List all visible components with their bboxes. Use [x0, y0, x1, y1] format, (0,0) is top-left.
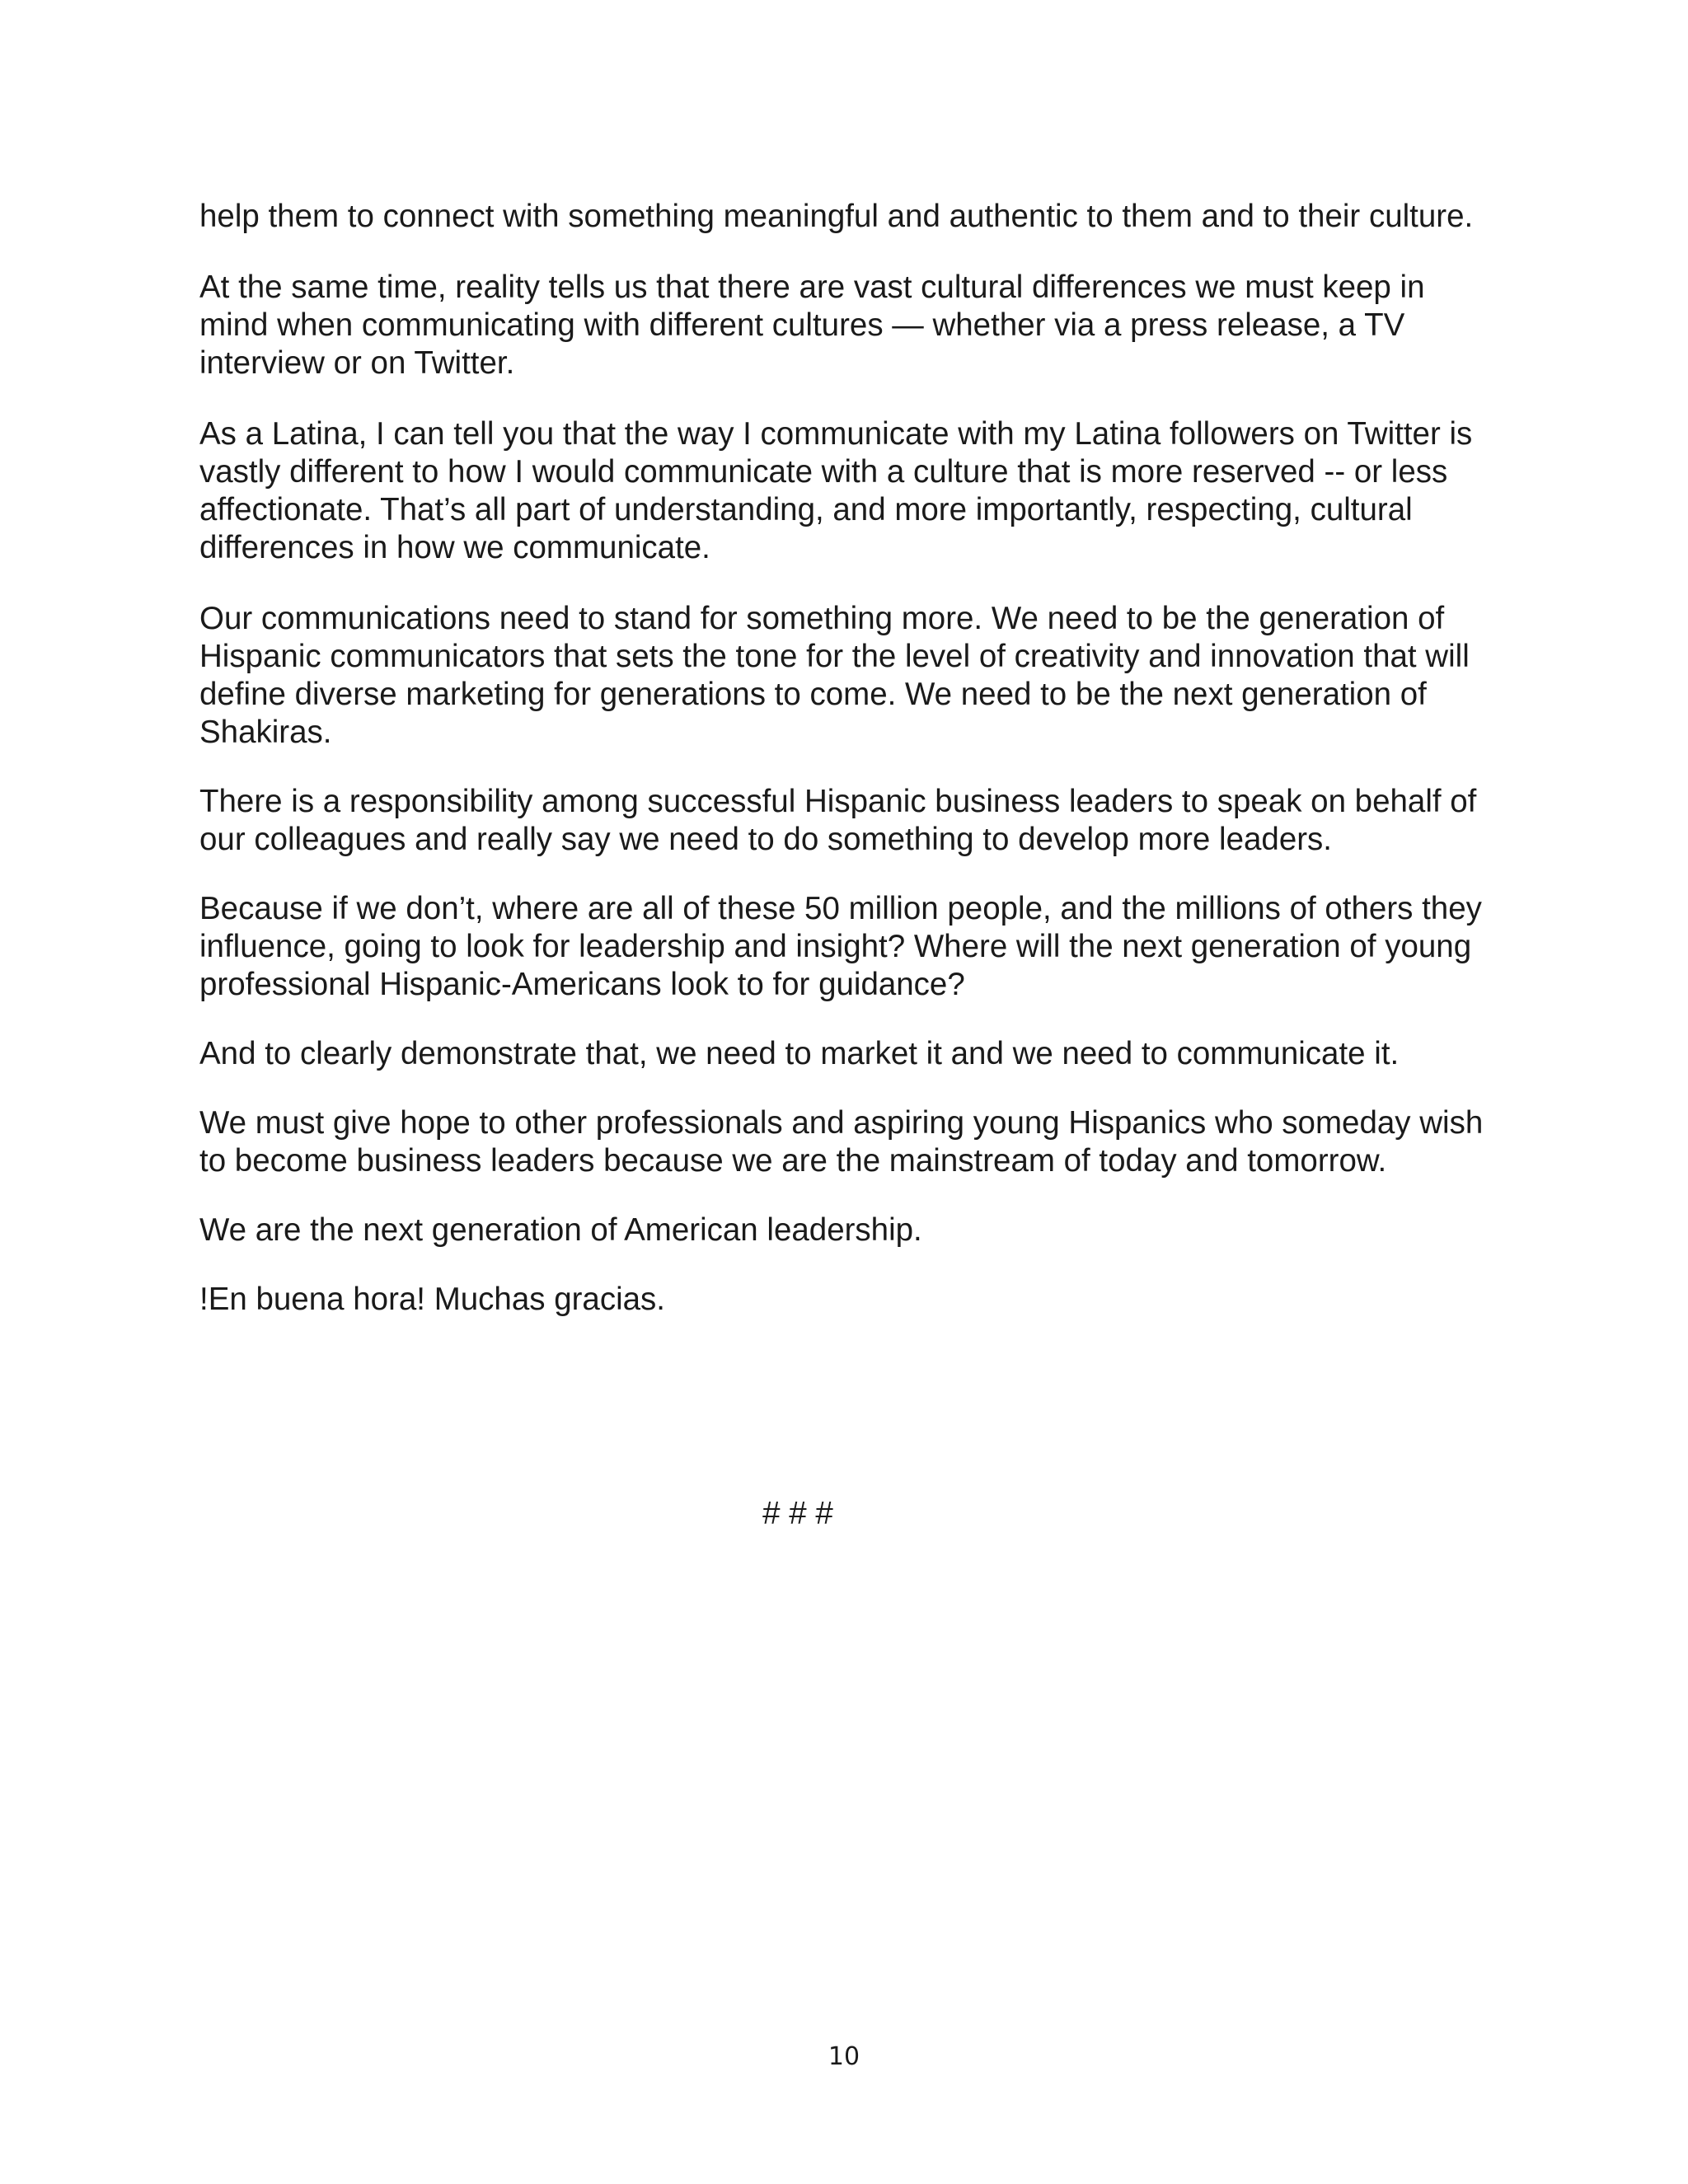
paragraph-6: Because if we don’t, where are all of these 50 million people, and the millions of others they influence, going to look for leadership and insight? Where will the next generation of young professional Hispanic-Americans look to for guidance? — [199, 891, 1482, 1002]
paragraph-3: As a Latina, I can tell you that the way I communicate with my Latina followers on Twitter is vastly different to how I would communicate with a culture that is more reserved -- or less affectionate. That’s all part of understanding, and more importantly, respecting, cultural differences in how we communicate. — [199, 416, 1473, 565]
paragraph-4: Our communications need to stand for something more. We need to be the generation of Hispanic communicators that sets the tone for the level of creativity and innovation that will define diverse marketing for generations to come. We need to be the next generation of Shakiras. — [199, 601, 1470, 750]
paragraph-7: And to clearly demonstrate that, we need to market it and we need to communicate it. — [199, 1036, 1400, 1071]
paragraph-8: We must give hope to other professionals and aspiring young Hispanics who someday wish to become business leaders because we are the mainstream of today and tomorrow. — [199, 1105, 1484, 1179]
page-number: 10 — [828, 2042, 860, 2071]
paragraph-9: We are the next generation of American leadership. — [199, 1212, 922, 1248]
document-body — [199, 198, 1502, 1531]
paragraph-2: At the same time, reality tells us that there are vast cultural differences we must keep in mind when communicating with different cultures — whether via a press release, a TV interview or on Twitter. — [199, 269, 1425, 381]
paragraph-1: help them to connect with something meaningful and authentic to them and to their culture. — [199, 199, 1474, 234]
end-mark: # # # — [762, 1496, 833, 1531]
paragraph-5: There is a responsibility among successful Hispanic business leaders to speak on behalf of our colleagues and really say we need to do something to develop more leaders. — [199, 784, 1477, 857]
paragraph-10: !En buena hora! Muchas gracias. — [199, 1282, 665, 1317]
